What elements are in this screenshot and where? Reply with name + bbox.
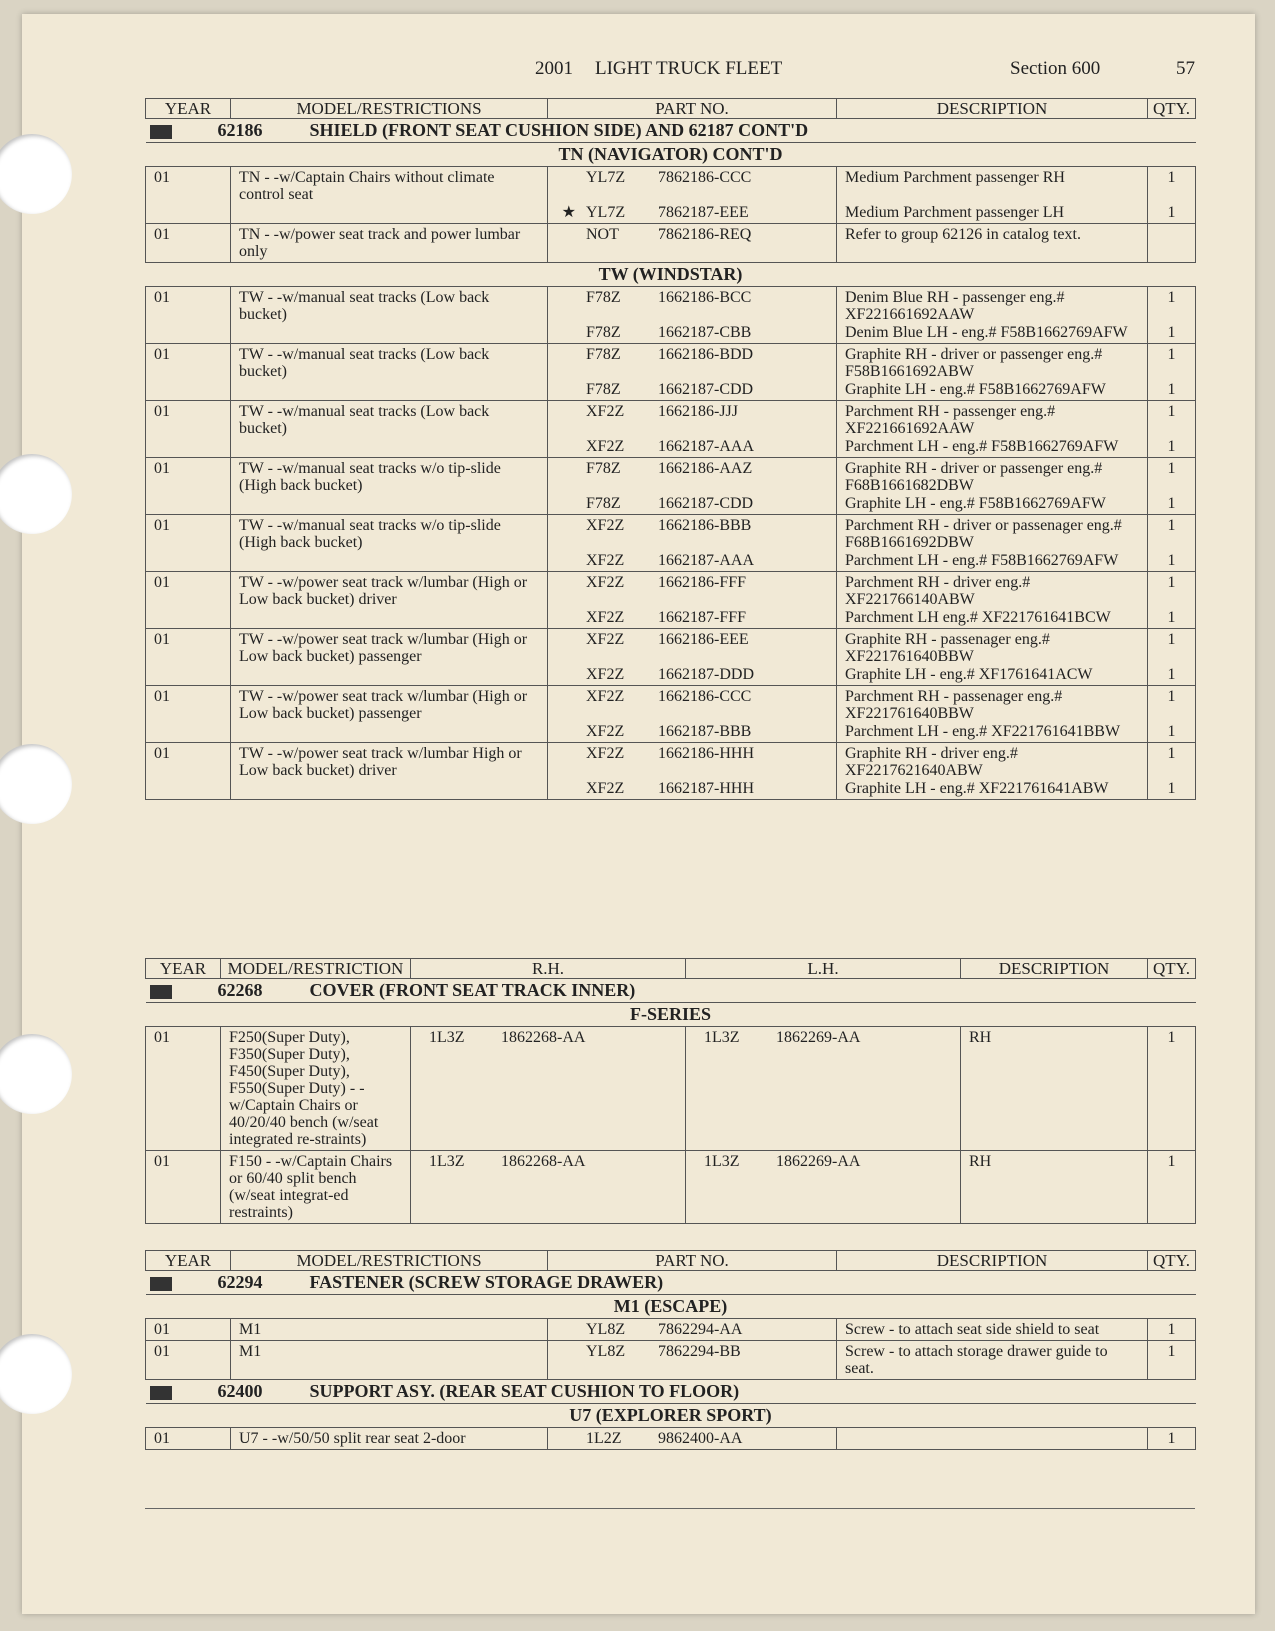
col-qty: QTY. xyxy=(1148,959,1196,979)
group-title: SUPPORT ASY. (REAR SEAT CUSHION TO FLOOR) xyxy=(309,1381,740,1401)
qty-cell: 1 xyxy=(1148,1428,1196,1450)
part-number: 1662187-DDD xyxy=(658,666,754,683)
part-prefix: XF2Z xyxy=(586,438,625,455)
part-prefix: XF2Z xyxy=(586,517,625,534)
qty-cell xyxy=(1148,686,1196,743)
part-number: 1662186-BBB xyxy=(658,517,752,534)
col-model: MODEL/RESTRICTION xyxy=(221,959,411,979)
parts-table-62294 xyxy=(145,1250,1196,1450)
description-line: Parchment RH - passenager eng.# XF221761640BBW xyxy=(845,688,1063,722)
part-prefix: XF2Z xyxy=(586,780,625,797)
table-row xyxy=(146,1027,1196,1151)
table-row xyxy=(146,344,1196,401)
divider xyxy=(145,1508,1195,1509)
binder-hole xyxy=(0,454,72,534)
part-prefix: F78Z xyxy=(586,460,621,477)
part-prefix: 1L3Z xyxy=(429,1029,465,1046)
year-cell: 01 xyxy=(146,1027,221,1151)
description-line: Graphite LH - eng.# XF221761641ABW xyxy=(845,780,1109,797)
qty-cell xyxy=(1148,344,1196,401)
qty-value: 1 xyxy=(1167,517,1176,534)
part-cell xyxy=(548,1319,837,1341)
description-cell xyxy=(837,401,1148,458)
part-number: 1662187-FFF xyxy=(658,609,747,626)
table-row xyxy=(146,629,1196,686)
description-cell xyxy=(837,515,1148,572)
qty-cell xyxy=(1148,515,1196,572)
year-cell: 01 xyxy=(146,1319,231,1341)
description-cell xyxy=(837,344,1148,401)
description-line: Graphite RH - passenager eng.# XF221761640BBW xyxy=(845,631,1050,665)
qty-value: 1 xyxy=(1167,438,1176,455)
part-number: 1662186-HHH xyxy=(658,745,754,762)
model-cell: TW - -w/manual seat tracks (Low back bucket) xyxy=(231,344,548,401)
part-cell xyxy=(548,743,837,800)
description-line: Graphite RH - driver or passenger eng.# F58B1661692ABW xyxy=(845,346,1103,380)
year-cell: 01 xyxy=(146,1341,231,1380)
part-number: 1862269-AA xyxy=(776,1029,861,1046)
col-year: YEAR xyxy=(146,959,221,979)
lh-part-cell xyxy=(686,1151,961,1224)
part-prefix: XF2Z xyxy=(586,688,625,705)
part-cell xyxy=(548,629,837,686)
year-cell: 01 xyxy=(146,344,231,401)
group-header xyxy=(146,119,1196,143)
part-prefix: F78Z xyxy=(586,324,621,341)
group-title: COVER (FRONT SEAT TRACK INNER) xyxy=(309,980,636,1000)
part-prefix: XF2Z xyxy=(586,666,625,683)
part-number: 7862294-BB xyxy=(658,1343,741,1360)
table-row xyxy=(146,1151,1196,1224)
model-cell: TW - -w/manual seat tracks (Low back bucket) xyxy=(231,287,548,344)
description-line: Medium Parchment passenger LH xyxy=(845,204,1065,221)
table-row xyxy=(146,572,1196,629)
qty-value: 1 xyxy=(1167,289,1176,306)
qty-value: 1 xyxy=(1167,780,1176,797)
qty-cell xyxy=(1148,572,1196,629)
group-code: 62186 xyxy=(217,120,263,140)
year-cell: 01 xyxy=(146,401,231,458)
table-row xyxy=(146,458,1196,515)
qty-value: 1 xyxy=(1167,552,1176,569)
description-cell: Refer to group 62126 in catalog text. xyxy=(837,224,1148,263)
table-row xyxy=(146,167,1196,224)
table-row xyxy=(146,1428,1196,1450)
model-cell: TW - -w/power seat track w/lumbar High or Low back bucket) driver xyxy=(231,743,548,800)
group-marker-icon xyxy=(150,1277,172,1291)
model-cell: TW - -w/manual seat tracks w/o tip-slide (High back bucket) xyxy=(231,458,548,515)
qty-cell: 1 xyxy=(1148,1341,1196,1380)
col-description: DESCRIPTION xyxy=(837,1251,1148,1271)
subheading xyxy=(146,1404,1196,1428)
part-cell xyxy=(548,401,837,458)
description-line: Denim Blue RH - passenger eng.# XF221661692AAW xyxy=(845,289,1065,323)
col-year: YEAR xyxy=(146,1251,231,1271)
part-number: 1662187-CDD xyxy=(658,381,754,398)
description-line: Parchment LH - eng.# F58B1662769AFW xyxy=(845,552,1119,569)
model-cell: F150 - -w/Captain Chairs or 60/40 split bench (w/seat integrat-ed restraints) xyxy=(221,1151,411,1224)
description-line: Graphite RH - driver eng.# XF2217621640ABW xyxy=(845,745,1018,779)
qty-value: 1 xyxy=(1167,688,1176,705)
group-code: 62268 xyxy=(217,980,263,1000)
part-prefix: XF2Z xyxy=(586,745,625,762)
group-header xyxy=(146,1380,1196,1404)
part-prefix: F78Z xyxy=(586,289,621,306)
description-line: Medium Parchment passenger RH xyxy=(845,169,1065,186)
part-number: 1662187-CDD xyxy=(658,495,754,512)
group-title: SHIELD (FRONT SEAT CUSHION SIDE) AND 62187 CONT'D xyxy=(309,120,809,140)
binder-hole xyxy=(0,744,72,824)
part-number: 1662187-HHH xyxy=(658,780,754,797)
year-cell: 01 xyxy=(146,686,231,743)
qty-cell: 1 xyxy=(1148,1027,1196,1151)
page-header xyxy=(140,58,1200,84)
description-cell: Screw - to attach storage drawer guide to seat. xyxy=(837,1341,1148,1380)
part-prefix: NOT xyxy=(586,226,619,243)
subheading xyxy=(146,263,1196,287)
description-line: Parchment RH - passenger eng.# XF221661692AAW xyxy=(845,403,1056,437)
qty-cell xyxy=(1148,287,1196,344)
binder-hole xyxy=(0,1034,72,1114)
rh-part-cell xyxy=(411,1151,686,1224)
part-number: 7862186-REQ xyxy=(658,226,752,243)
table-row xyxy=(146,1341,1196,1380)
group-code: 62400 xyxy=(217,1381,263,1401)
col-qty: QTY. xyxy=(1148,99,1196,119)
col-part-no: PART NO. xyxy=(548,99,837,119)
qty-value: 1 xyxy=(1167,460,1176,477)
model-cell: U7 - -w/50/50 split rear seat 2-door xyxy=(231,1428,548,1450)
part-cell xyxy=(548,572,837,629)
table-header xyxy=(146,959,1196,979)
part-number: 1662187-BBB xyxy=(658,723,752,740)
part-cell xyxy=(548,686,837,743)
qty-value: 1 xyxy=(1167,169,1176,186)
col-lh: L.H. xyxy=(686,959,961,979)
qty-value: 1 xyxy=(1167,204,1176,221)
table-row xyxy=(146,515,1196,572)
year-cell: 01 xyxy=(146,167,231,224)
description-cell xyxy=(837,287,1148,344)
subheading xyxy=(146,1295,1196,1319)
year-cell: 01 xyxy=(146,458,231,515)
col-model: MODEL/RESTRICTIONS xyxy=(231,1251,548,1271)
part-prefix: YL8Z xyxy=(586,1343,626,1360)
col-rh: R.H. xyxy=(411,959,686,979)
description-cell xyxy=(837,167,1148,224)
part-prefix: XF2Z xyxy=(586,574,625,591)
part-cell xyxy=(548,344,837,401)
group-marker-icon xyxy=(150,985,172,999)
qty-value: 1 xyxy=(1167,609,1176,626)
qty-cell xyxy=(1148,743,1196,800)
part-prefix: 1L3Z xyxy=(704,1153,740,1170)
table-row xyxy=(146,224,1196,263)
subheading xyxy=(146,143,1196,167)
group-marker-icon xyxy=(150,1386,172,1400)
subheading-text: F-SERIES xyxy=(146,1003,1196,1027)
description-line: Graphite RH - driver or passenger eng.# F68B1661682DBW xyxy=(845,460,1103,494)
rh-part-cell xyxy=(411,1027,686,1151)
col-qty: QTY. xyxy=(1148,1251,1196,1271)
qty-cell: 1 xyxy=(1148,1319,1196,1341)
part-number: 7862294-AA xyxy=(658,1321,743,1338)
part-prefix: 1L3Z xyxy=(429,1153,465,1170)
description-line: Denim Blue LH - eng.# F58B1662769AFW xyxy=(845,324,1128,341)
page-year: 2001 xyxy=(535,58,573,79)
year-cell: 01 xyxy=(146,224,231,263)
qty-cell xyxy=(1148,458,1196,515)
part-prefix: XF2Z xyxy=(586,609,625,626)
subheading-text: M1 (ESCAPE) xyxy=(146,1295,1196,1319)
description-line: Parchment LH - eng.# XF221761641BBW xyxy=(845,723,1121,740)
description-cell xyxy=(837,1428,1148,1450)
qty-value: 1 xyxy=(1167,495,1176,512)
part-cell xyxy=(548,1341,837,1380)
part-prefix: XF2Z xyxy=(586,631,625,648)
description-line: Graphite LH - eng.# XF1761641ACW xyxy=(845,666,1093,683)
star-icon: ★ xyxy=(561,204,576,221)
year-cell: 01 xyxy=(146,743,231,800)
year-cell: 01 xyxy=(146,1151,221,1224)
part-number: 1662186-AAZ xyxy=(658,460,753,477)
description-cell: RH xyxy=(961,1027,1148,1151)
year-cell: 01 xyxy=(146,1428,231,1450)
part-prefix: YL7Z xyxy=(586,204,626,221)
subheading xyxy=(146,1003,1196,1027)
qty-value: 1 xyxy=(1167,723,1176,740)
model-cell: F250(Super Duty), F350(Super Duty), F450(Super Duty), F550(Super Duty) - -w/Captain Chairs or 40/20/40 bench (w/seat integrated re-straints) xyxy=(221,1027,411,1151)
part-prefix: YL7Z xyxy=(586,169,626,186)
part-cell xyxy=(548,458,837,515)
part-cell xyxy=(548,224,837,263)
model-cell: TN - -w/power seat track and power lumbar only xyxy=(231,224,548,263)
part-number: 1662187-AAA xyxy=(658,438,754,455)
year-cell: 01 xyxy=(146,629,231,686)
part-number: 1662187-CBB xyxy=(658,324,752,341)
part-cell xyxy=(548,167,837,224)
part-cell xyxy=(548,515,837,572)
description-cell xyxy=(837,629,1148,686)
group-marker-icon xyxy=(150,125,172,139)
table-row xyxy=(146,1319,1196,1341)
qty-value: 1 xyxy=(1167,346,1176,363)
group-title: FASTENER (SCREW STORAGE DRAWER) xyxy=(309,1272,664,1292)
part-prefix: XF2Z xyxy=(586,403,625,420)
col-description: DESCRIPTION xyxy=(837,99,1148,119)
description-cell xyxy=(837,458,1148,515)
binder-hole xyxy=(0,134,72,214)
model-cell: TW - -w/power seat track w/lumbar (High or Low back bucket) passenger xyxy=(231,629,548,686)
model-cell: M1 xyxy=(231,1341,548,1380)
description-line: Graphite LH - eng.# F58B1662769AFW xyxy=(845,381,1106,398)
year-cell: 01 xyxy=(146,515,231,572)
table-row xyxy=(146,743,1196,800)
qty-value: 1 xyxy=(1167,666,1176,683)
year-cell: 01 xyxy=(146,572,231,629)
col-description: DESCRIPTION xyxy=(961,959,1148,979)
year-cell: 01 xyxy=(146,287,231,344)
qty-value: 1 xyxy=(1167,631,1176,648)
table-header xyxy=(146,1251,1196,1271)
description-line: Parchment LH - eng.# F58B1662769AFW xyxy=(845,438,1119,455)
model-cell: TW - -w/manual seat tracks (Low back bucket) xyxy=(231,401,548,458)
table-row xyxy=(146,686,1196,743)
description-line: Parchment RH - driver or passenager eng.# F68B1661692DBW xyxy=(845,517,1122,551)
part-number: 1662186-CCC xyxy=(658,688,752,705)
qty-value: 1 xyxy=(1167,403,1176,420)
part-number: 7862187-EEE xyxy=(658,204,749,221)
parts-table-62186 xyxy=(145,98,1196,800)
description-cell xyxy=(837,743,1148,800)
part-number: 9862400-AA xyxy=(658,1430,743,1447)
col-year: YEAR xyxy=(146,99,231,119)
model-cell: M1 xyxy=(231,1319,548,1341)
col-model: MODEL/RESTRICTIONS xyxy=(231,99,548,119)
qty-value: 1 xyxy=(1167,381,1176,398)
table-row xyxy=(146,287,1196,344)
group-header xyxy=(146,1271,1196,1295)
description-line: Graphite LH - eng.# F58B1662769AFW xyxy=(845,495,1106,512)
subheading-text: TN (NAVIGATOR) CONT'D xyxy=(146,143,1196,167)
table-row xyxy=(146,401,1196,458)
part-prefix: F78Z xyxy=(586,381,621,398)
binder-hole xyxy=(0,1334,72,1414)
page-section: Section 600 xyxy=(1010,58,1101,79)
part-prefix: F78Z xyxy=(586,495,621,512)
qty-cell xyxy=(1148,401,1196,458)
qty-value: 1 xyxy=(1167,745,1176,762)
table-header xyxy=(146,99,1196,119)
qty-cell xyxy=(1148,224,1196,263)
part-number: 1662186-BDD xyxy=(658,346,754,363)
qty-cell xyxy=(1148,167,1196,224)
part-prefix: 1L3Z xyxy=(704,1029,740,1046)
part-number: 7862186-CCC xyxy=(658,169,752,186)
part-number: 1862268-AA xyxy=(501,1029,586,1046)
part-number: 1862269-AA xyxy=(776,1153,861,1170)
qty-cell: 1 xyxy=(1148,1151,1196,1224)
description-cell: Screw - to attach seat side shield to seat xyxy=(837,1319,1148,1341)
part-number: 1862268-AA xyxy=(501,1153,586,1170)
group-header xyxy=(146,979,1196,1003)
page-title: LIGHT TRUCK FLEET xyxy=(595,58,783,79)
part-prefix: XF2Z xyxy=(586,552,625,569)
group-code: 62294 xyxy=(217,1272,263,1292)
qty-cell xyxy=(1148,629,1196,686)
subheading-text: TW (WINDSTAR) xyxy=(146,263,1196,287)
description-line: Parchment RH - driver eng.# XF221766140ABW xyxy=(845,574,1031,608)
part-number: 1662186-JJJ xyxy=(658,403,739,420)
part-prefix: XF2Z xyxy=(586,723,625,740)
description-line: Parchment LH eng.# XF221761641BCW xyxy=(845,609,1111,626)
part-number: 1662186-BCC xyxy=(658,289,752,306)
subheading-text: U7 (EXPLORER SPORT) xyxy=(146,1404,1196,1428)
description-cell xyxy=(837,572,1148,629)
part-number: 1662186-FFF xyxy=(658,574,747,591)
model-cell: TW - -w/power seat track w/lumbar (High or Low back bucket) driver xyxy=(231,572,548,629)
description-cell xyxy=(837,686,1148,743)
part-cell xyxy=(548,287,837,344)
model-cell: TW - -w/manual seat tracks w/o tip-slide (High back bucket) xyxy=(231,515,548,572)
part-cell xyxy=(548,1428,837,1450)
qty-value: 1 xyxy=(1167,324,1176,341)
parts-table-62268 xyxy=(145,958,1196,1224)
model-cell: TN - -w/Captain Chairs without climate control seat xyxy=(231,167,548,224)
qty-value: 1 xyxy=(1167,574,1176,591)
part-prefix: YL8Z xyxy=(586,1321,626,1338)
model-cell: TW - -w/power seat track w/lumbar (High or Low back bucket) passenger xyxy=(231,686,548,743)
part-prefix: F78Z xyxy=(586,346,621,363)
description-cell: RH xyxy=(961,1151,1148,1224)
page-number: 57 xyxy=(1176,58,1195,79)
lh-part-cell xyxy=(686,1027,961,1151)
part-number: 1662187-AAA xyxy=(658,552,754,569)
part-number: 1662186-EEE xyxy=(658,631,749,648)
col-part-no: PART NO. xyxy=(548,1251,837,1271)
part-prefix: 1L2Z xyxy=(586,1430,622,1447)
